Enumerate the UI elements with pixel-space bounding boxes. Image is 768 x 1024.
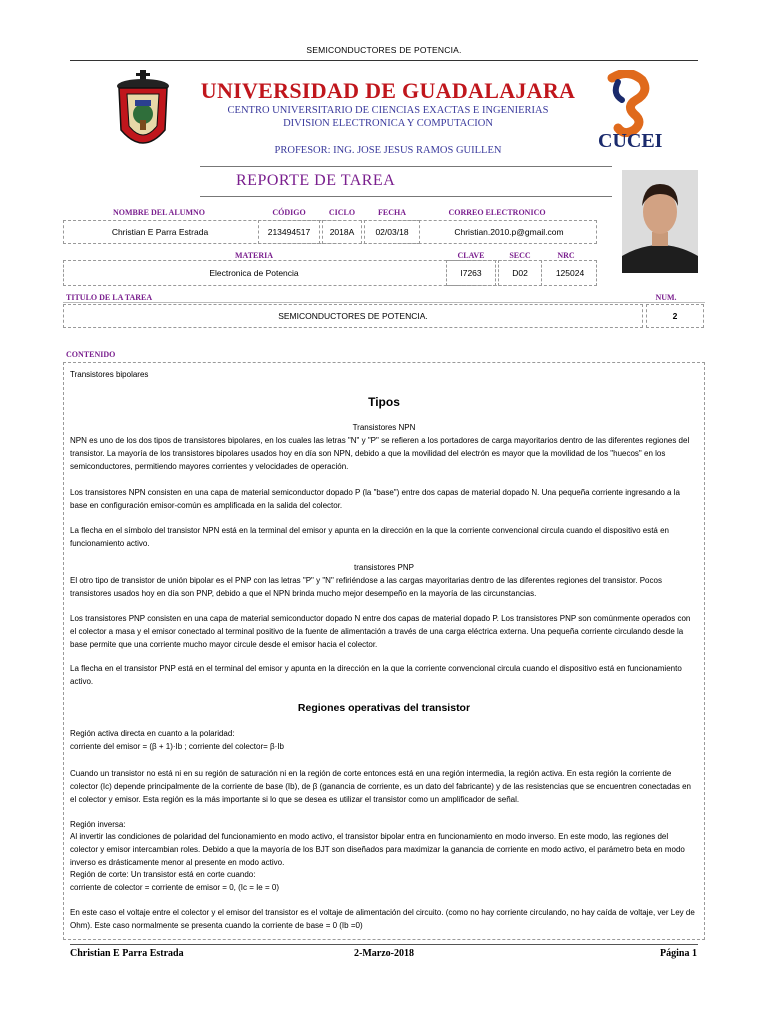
- student-cycle-value: 2018A: [322, 220, 362, 244]
- heading-tipos: Tipos: [368, 395, 400, 409]
- region-final-paragraph: En este caso el voltaje entre el colector y el emisor del transistor es el voltaje de alimentación del circuito. (como no hay corriente circulando, no hay caída de voltaje, ver Ley de Ohm). Este caso normalmente se presenta cuando la corriente de base = 0 (Ib =0): [70, 908, 695, 930]
- subject-value: Electronica de Potencia: [209, 268, 299, 278]
- header-rule: [70, 60, 698, 61]
- region-cutoff-title: Región de corte: Un transistor está en corte cuando:: [70, 870, 256, 879]
- footer-date: 2-Marzo-2018: [354, 948, 414, 959]
- footer-page: Página 1: [660, 948, 697, 959]
- report-title: REPORTE DE TAREA: [236, 172, 396, 189]
- task-title-value: SEMICONDUCTORES DE POTENCIA.: [63, 304, 643, 328]
- task-num-value: 2: [646, 304, 704, 328]
- nrc-value: 125024: [555, 268, 585, 278]
- student-code-value: 213494517: [258, 220, 320, 244]
- task-rule: [63, 302, 705, 303]
- region-inverse-paragraph: Al invertir las condiciones de polaridad del funcionamiento en modo activo, el transistor bipolar entra en funcionamiento en modo inverso. En este modo, las regiones del colector y emisor intercambian roles. Debido a que la mayoría de los BJT son diseñados para maximizar la ganancia de corriente en modo activo, el parámetro beta en modo inverso es drásticamente menor al presente en modo activo.: [70, 832, 685, 867]
- student-name-value: Christian E Parra Estrada: [111, 227, 209, 237]
- label-student-name: NOMBRE DEL ALUMNO: [112, 208, 205, 217]
- label-code: CÓDIGO: [272, 208, 306, 217]
- title-rule-bottom: [200, 196, 612, 197]
- section-value: D02: [498, 260, 542, 286]
- udg-seal-logo: [113, 70, 173, 156]
- title-rule-top: [200, 166, 612, 167]
- footer-rule: [70, 944, 698, 945]
- content-intro: Transistores bipolares: [70, 370, 149, 379]
- cucei-logo-text: CUCEI: [598, 130, 663, 152]
- npn-paragraph-2: Los transistores NPN consisten en una capa de material semiconductor dopado P (la "base") entre dos capas de material dopado N. Una pequeña corriente ingresando a la base en configuración emisor-común es amplificada en la salida del colector.: [70, 488, 680, 510]
- label-task-title: TITULO DE LA TAREA: [66, 293, 153, 302]
- region-active-line-2: corriente del emisor = (β + 1)·Ib ; corriente del colector= β·Ib: [70, 742, 284, 751]
- label-nrc: NRC: [557, 251, 575, 260]
- npn-paragraph-1: NPN es uno de los dos tipos de transistores bipolares, en los cuales las letras "N" y "P" se refieren a los portadores de carga mayoritarios dentro de las diferentes regiones del transistor. La mayoría de los transistores bipolares usados hoy en día son NPN, debido a que la movilidad del electrón es mayor que la movilidad de los "huecos" en los semiconductores, permitiendo mayores corrientes y velocidades de operación.: [70, 436, 690, 471]
- student-email-value: Christian.2010.p@gmail.com: [454, 227, 564, 237]
- pnp-paragraph-1: El otro tipo de transistor de unión bipolar es el PNP con las letras "P" y "N" refiriéndose a las cargas mayoritarias dentro de las diferentes regiones del transistor. Pocos transistores usados hoy en día son PNP, debido a que el NPN brinda mucho mejor desempeño en la mayoría de las circunstancias.: [70, 576, 662, 598]
- footer-author: Christian E Parra Estrada: [70, 948, 184, 959]
- key-value: I7263: [446, 260, 496, 286]
- pnp-title: transistores PNP: [353, 563, 415, 572]
- label-content: CONTENIDO: [66, 350, 116, 359]
- label-subject: MATERIA: [234, 251, 274, 260]
- professor-name: PROFESOR: ING. JOSE JESUS RAMOS GUILLEN: [274, 145, 502, 156]
- region-active-line-1: Región activa directa en cuanto a la polaridad:: [70, 729, 235, 738]
- label-email: CORREO ELECTRONICO: [448, 208, 546, 217]
- pnp-paragraph-2: Los transistores PNP consisten en una capa de material semiconductor dopado N entre dos capas de material dopado P. Los transistores PNP son comúnmente operados con el colector a masa y el emisor conectado al terminal positivo de la fuente de alimentación a través de una carga eléctrica externa. Una pequeña corriente circulando desde la base permite que una corriente mucho mayor circule desde el emisor hacia el colector.: [70, 614, 691, 649]
- label-cycle: CICLO: [328, 208, 356, 217]
- label-section: SECC: [509, 251, 531, 260]
- npn-title: Transistores NPN: [352, 423, 416, 432]
- npn-paragraph-3: La flecha en el símbolo del transistor NPN está en la terminal del emisor y apunta en la dirección en la que la corriente convencional circula cuando el dispositivo está en funcionamiento activo.: [70, 526, 669, 548]
- heading-regiones: Regiones operativas del transistor: [297, 702, 471, 714]
- running-header: SEMICONDUCTORES DE POTENCIA.: [306, 45, 462, 55]
- student-photo: [622, 170, 698, 273]
- cucei-logo: [598, 70, 663, 158]
- label-key: CLAVE: [457, 251, 485, 260]
- region-active-paragraph: Cuando un transistor no está ni en su región de saturación ni en la región de corte entonces está en una región intermedia, la región activa. En esta región la corriente de colector (Ic) depende principalmente de la corriente de base (Ib), de β (ganancia de corriente, es un dato del fabricante) y de las resistencias que se encuentren conectadas en el colector y emisor. Esta región es la más importante si lo que se desea es utilizar el transistor como un amplificador de señal.: [70, 769, 691, 804]
- pnp-paragraph-3: La flecha en el transistor PNP está en el terminal del emisor y apunta en la dirección en la que la corriente convencional circula cuando el dispositivo está en funcionamiento activo.: [70, 664, 682, 686]
- division-name: DIVISION ELECTRONICA Y COMPUTACION: [283, 118, 493, 129]
- label-task-num: NUM.: [655, 293, 677, 302]
- student-date-value: 02/03/18: [364, 220, 420, 244]
- region-cutoff-equation: corriente de colector = corriente de emisor = 0, (Ic = Ie = 0): [70, 883, 279, 892]
- region-inverse-title: Región inversa:: [70, 820, 126, 829]
- university-name: UNIVERSIDAD DE GUADALAJARA: [200, 78, 576, 103]
- label-date: FECHA: [378, 208, 406, 217]
- center-name: CENTRO UNIVERSITARIO DE CIENCIAS EXACTAS E INGENIERIAS: [227, 105, 549, 116]
